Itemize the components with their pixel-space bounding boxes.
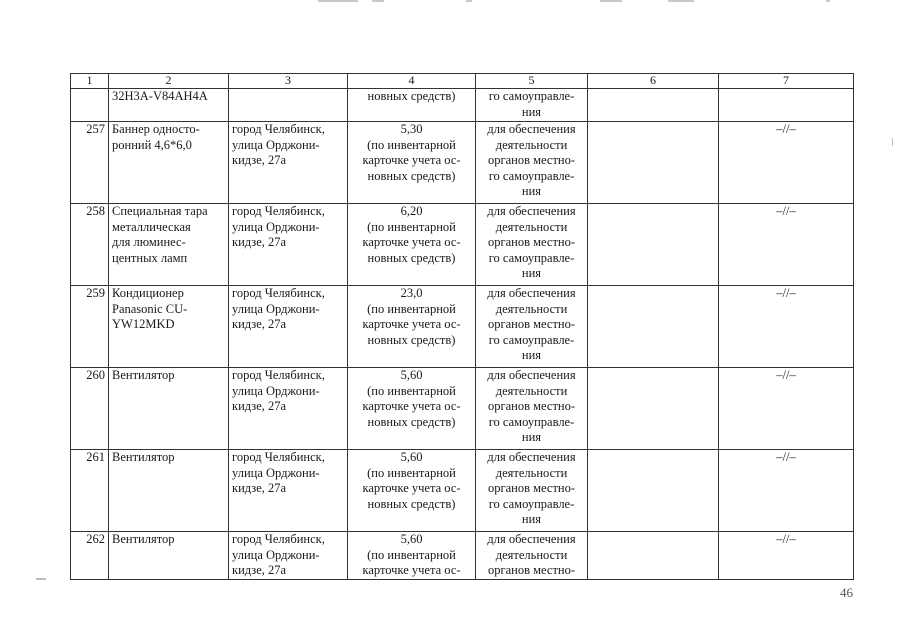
purpose-line: ния [521,430,542,444]
col7-cell: –//– [719,286,854,368]
item-name-line: Кондиционер [112,286,184,300]
value-line: 5,30 [400,122,423,136]
address-line: город Челябинск, [232,286,325,300]
col6-cell [588,368,719,450]
value-cell [348,532,476,580]
value-cell [348,122,476,204]
address-line: город Челябинск, [232,204,325,218]
item-name-line: Вентилятор [112,450,175,464]
value-cell [348,286,476,368]
column-header: 4 [348,74,476,89]
row-number: 259 [71,286,109,368]
item-name-cell [109,450,229,532]
col6-cell [588,450,719,532]
purpose-line: ния [521,184,542,198]
address-cell [229,450,348,532]
value-line: (по инвентарной [367,137,456,152]
value-line: 5,60 [400,532,423,546]
address-line: город Челябинск, [232,450,325,464]
value-line: новных средств) [367,414,456,429]
address-line: город Челябинск, [232,532,325,546]
col7-cell: –//– [719,532,854,580]
item-name-line: ронний 4,6*6,0 [112,137,192,152]
table-row [71,368,854,450]
purpose-line: ния [521,348,542,362]
purpose-line: ния [521,266,542,280]
row-number: 257 [71,122,109,204]
col7-cell [719,89,854,122]
value-line: карточке учета ос- [362,399,461,413]
purpose-line: органов местно- [487,235,576,249]
col7-cell: –//– [719,204,854,286]
value-cell [348,450,476,532]
value-cell [348,204,476,286]
address-line: кидзе, 27а [232,317,287,331]
purpose-line: ния [521,512,542,526]
value-line: новных средств) [367,168,456,183]
value-line: 23,0 [400,286,423,300]
value-line: 6,20 [400,204,423,218]
address-line: город Челябинск, [232,368,325,382]
item-name-line: YW12MKD [112,317,175,331]
address-cell [229,286,348,368]
column-header: 1 [71,74,109,89]
row-number: 261 [71,450,109,532]
item-name-cell [109,368,229,450]
purpose-line: для обеспечения [487,368,576,382]
col7-cell: –//– [719,368,854,450]
col6-cell [588,122,719,204]
purpose-line: органов местно- [487,399,576,413]
inventory-table [70,73,854,580]
item-name-line: Специальная тара [112,204,208,218]
value-line: новных средств) [367,496,456,511]
column-header: 6 [588,74,719,89]
scan-edge-mark [36,578,46,580]
value-line: карточке учета ос- [362,481,461,495]
purpose-line: органов местно- [487,481,576,495]
address-line: улица Орджони- [232,547,320,562]
item-name-cell [109,532,229,580]
purpose-cell [476,450,588,532]
value-line: карточке учета ос- [362,153,461,167]
address-cell [229,122,348,204]
address-cell [229,89,348,122]
purpose-line: го самоуправле- [488,332,575,347]
purpose-cell [476,286,588,368]
item-name-cell [109,204,229,286]
row-number: 262 [71,532,109,580]
col6-cell [588,286,719,368]
purpose-line: ния [521,104,542,119]
page-number: 46 [840,585,853,600]
address-line: улица Орджони- [232,465,320,480]
purpose-line: для обеспечения [487,122,576,136]
item-name-line: 32H3A-V84AH4A [112,89,208,103]
col6-cell [588,204,719,286]
purpose-line: для обеспечения [487,450,576,464]
item-name-line: Баннер односто- [112,122,200,136]
value-line: (по инвентарной [367,465,456,480]
purpose-cell [476,204,588,286]
table-row [71,532,854,580]
table-row [71,450,854,532]
purpose-line: деятельности [495,137,568,152]
address-line: улица Орджони- [232,301,320,316]
item-name-line: для люминес- [112,235,186,249]
column-header: 2 [109,74,229,89]
purpose-line: деятельности [495,465,568,480]
value-line: (по инвентарной [367,219,456,234]
value-cell [348,89,476,122]
purpose-line: деятельности [495,301,568,316]
purpose-line: деятельности [495,547,568,562]
address-cell [229,532,348,580]
address-line: улица Орджони- [232,137,320,152]
value-line: новных средств) [367,89,456,103]
value-line: новных средств) [367,332,456,347]
value-line: новных средств) [367,250,456,265]
scan-edge-mark [892,138,893,146]
purpose-line: го самоуправле- [488,168,575,183]
value-line: карточке учета ос- [362,563,461,577]
purpose-line: го самоуправле- [488,89,575,103]
address-line: кидзе, 27а [232,153,287,167]
table-row [71,122,854,204]
item-name-line: Panasonic CU- [112,301,188,316]
row-number: 258 [71,204,109,286]
item-name-line: центных ламп [112,250,188,265]
row-number [71,89,109,122]
value-line: карточке учета ос- [362,317,461,331]
item-name-line: металлическая [112,219,191,234]
col6-cell [588,89,719,122]
purpose-line: органов местно- [487,153,576,167]
col6-cell [588,532,719,580]
purpose-cell [476,122,588,204]
purpose-cell [476,532,588,580]
address-line: кидзе, 27а [232,399,287,413]
value-line: 5,60 [400,368,423,382]
purpose-line: органов местно- [487,563,576,577]
purpose-line: деятельности [495,383,568,398]
column-header: 7 [719,74,854,89]
purpose-cell [476,89,588,122]
purpose-line: го самоуправле- [488,496,575,511]
table-row [71,286,854,368]
value-cell [348,368,476,450]
col7-cell: –//– [719,122,854,204]
row-number: 260 [71,368,109,450]
purpose-line: го самоуправле- [488,250,575,265]
value-line: карточке учета ос- [362,235,461,249]
address-line: город Челябинск, [232,122,325,136]
item-name-line: Вентилятор [112,368,175,382]
item-name-cell [109,89,229,122]
column-header: 5 [476,74,588,89]
address-cell [229,368,348,450]
item-name-cell [109,122,229,204]
address-cell [229,204,348,286]
purpose-cell [476,368,588,450]
col7-cell: –//– [719,450,854,532]
table-row [71,204,854,286]
purpose-line: органов местно- [487,317,576,331]
address-line: кидзе, 27а [232,481,287,495]
item-name-line: Вентилятор [112,532,175,546]
address-line: улица Орджони- [232,383,320,398]
value-line: (по инвентарной [367,301,456,316]
purpose-line: деятельности [495,219,568,234]
scan-top-artifacts [0,0,905,8]
purpose-line: для обеспечения [487,532,576,546]
column-number-row [71,74,854,89]
purpose-line: для обеспечения [487,204,576,218]
purpose-line: го самоуправле- [488,414,575,429]
value-line: (по инвентарной [367,547,456,562]
address-line: кидзе, 27а [232,235,287,249]
value-line: 5,60 [400,450,423,464]
item-name-cell [109,286,229,368]
purpose-line: для обеспечения [487,286,576,300]
continuation-row [71,89,854,122]
address-line: кидзе, 27а [232,563,287,577]
value-line: (по инвентарной [367,383,456,398]
column-header: 3 [229,74,348,89]
address-line: улица Орджони- [232,219,320,234]
